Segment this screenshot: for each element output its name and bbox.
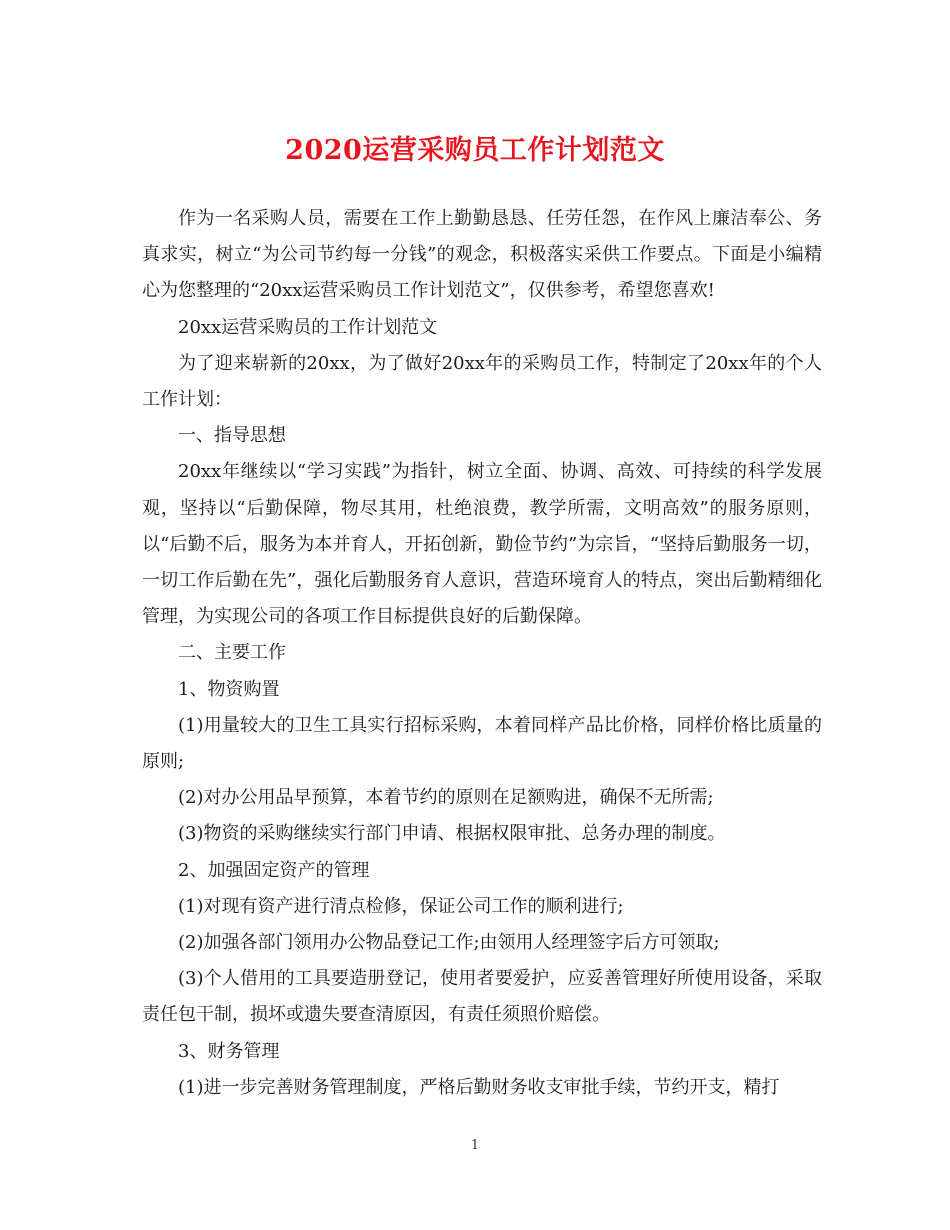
page-number: 1 xyxy=(470,1138,480,1153)
list-item: (1)进一步完善财务管理制度，严格后勤财务收支审批手续，节约开支，精打 xyxy=(178,1076,780,1098)
heading-guiding-thought: 一、指导思想 xyxy=(178,425,286,447)
heading-material-purchase: 1、物资购置 xyxy=(178,678,280,700)
list-item: (3)个人借用的工具要造册登记，使用者要爱护，应妥善管理好所使用设备，采取责任包干制，损坏或遗失要查清原因，有责任须照价赔偿。 xyxy=(142,968,822,1026)
paragraph-subtitle: 20xx运营采购员的工作计划范文 xyxy=(178,316,438,338)
list-item: (1)用量较大的卫生工具实行招标采购，本着同样产品比价格，同样价格比质量的原则; xyxy=(142,714,822,773)
paragraph-intro: 作为一名采购人员，需要在工作上勤勤恳恳、任劳任怨，在作风上廉洁奉公、务真求实，树立“为公司节约每一分钱”的观念，积极落实采供工作要点。下面是小编精心为您整理的“20xx运营采购员工作计划范文”，仅供参考，希望您喜欢! xyxy=(142,208,822,302)
paragraph-plan-intro: 为了迎来崭新的20xx，为了做好20xx年的采购员工作，特制定了20xx年的个人工作计划： xyxy=(142,352,822,411)
list-item: (2)对办公用品早预算，本着节约的原则在足额购进，确保不无所需; xyxy=(178,787,714,809)
list-item: (2)加强各部门领用办公物品登记工作;由领用人经理签字后方可领取; xyxy=(178,932,720,954)
document-title: 2020运营采购员工作计划范文 xyxy=(285,135,665,166)
list-item: (3)物资的采购继续实行部门申请、根据权限审批、总务办理的制度。 xyxy=(178,823,726,845)
list-item: (1)对现有资产进行清点检修，保证公司工作的顺利进行; xyxy=(178,895,624,917)
paragraph-guiding-thought: 20xx年继续以“学习实践”为指针，树立全面、协调、高效、可持续的科学发展观，坚持以“后勤保障，物尽其用，杜绝浪费，教学所需，文明高效”的服务原则，以“后勤不后，服务为本并育人，开拓创新，勤俭节约”为宗旨，“坚持后勤服务一切，一切工作后勤在先”，强化后勤服务育人意识，营造环境育人的特点，突出后勤精细化管理，为实现公司的各项工作目标提供良好的后勤保障。 xyxy=(142,461,822,628)
heading-fixed-assets: 2、加强固定资产的管理 xyxy=(178,859,370,881)
document-body xyxy=(142,201,822,1106)
heading-finance: 3、财务管理 xyxy=(178,1040,280,1062)
heading-main-work: 二、主要工作 xyxy=(178,642,286,664)
